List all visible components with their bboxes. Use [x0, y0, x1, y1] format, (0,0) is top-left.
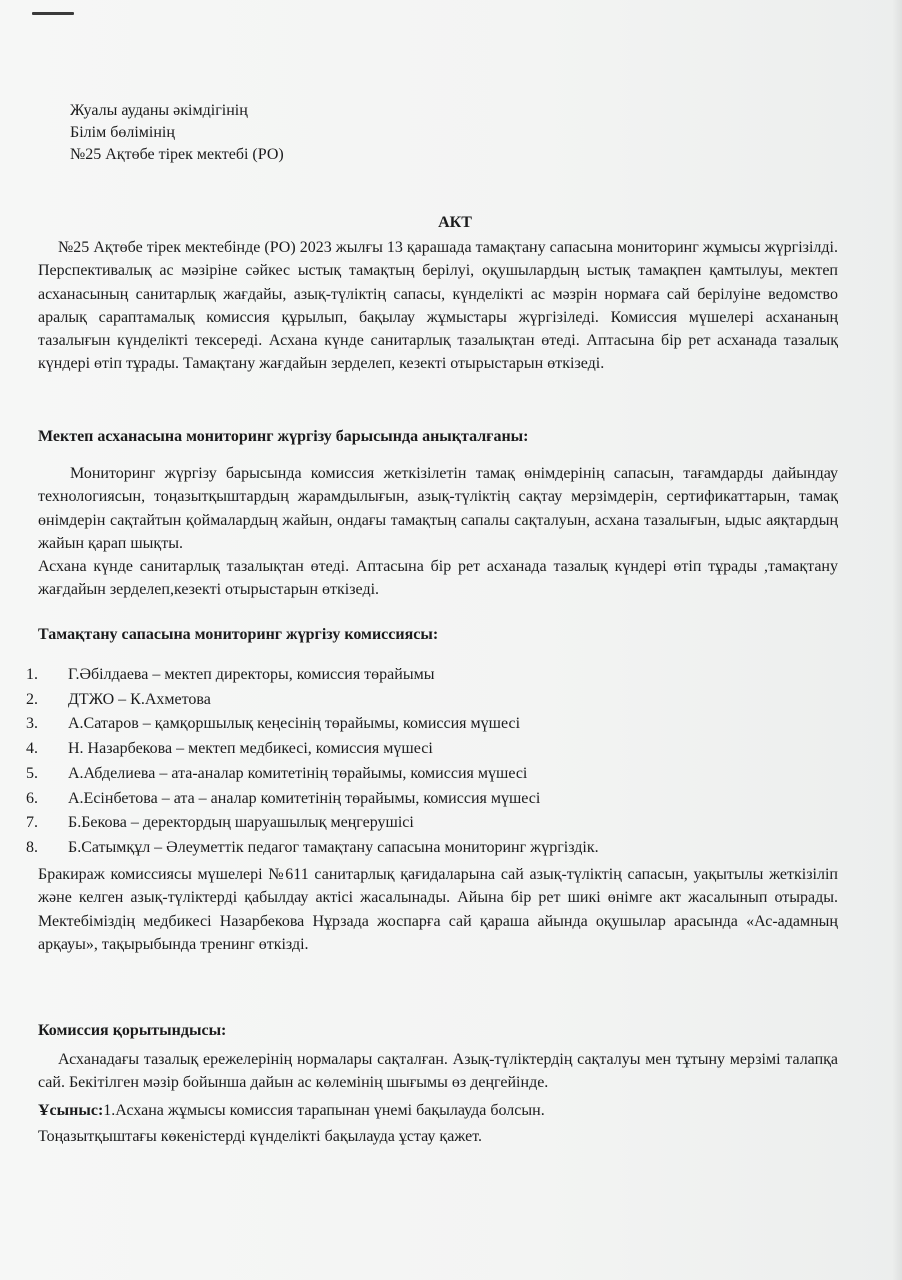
proposal-line-2: Тоңазытқыштағы көкеністерді күнделікті бақылауда ұстау қажет.: [38, 1128, 483, 1145]
list-item-text: ДТЖО – К.Ахметова: [68, 690, 211, 708]
proposal-line-1: [38, 1098, 545, 1124]
intro-block: [38, 236, 838, 376]
list-item: [26, 712, 599, 737]
document-title: АКТ: [438, 214, 472, 231]
brakerage-paragraph: Бракираж комиссиясы мүшелері №611 санитарлық қағидаларына сай азық-түліктің сапасын, уақытылы жеткізіліп және келген азық-түліктерді қабылдау актісі жасалынады. Айына бір рет шикі өнімге акт жасалынып отырады. Мектебіміздің медбикесі Назарбекова Нұрзада жоспарға сай қараша айында оқушылар арасында «Ас-адамның арқауы», тақырыбында тренинг өткізді.: [38, 866, 838, 953]
list-item-text: А.Есінбетова – ата – аналар комитетінің төрайымы, комиссия мүшесі: [68, 789, 541, 807]
section-heading-findings: Мектеп асханасына мониторинг жүргізу барысында анықталғаны:: [38, 428, 529, 445]
list-item-text: А.Сатаров – қамқоршылық кеңесінің төрайымы, комиссия мүшесі: [68, 715, 521, 733]
list-item-number: 8.: [26, 838, 38, 856]
organization-header: [70, 100, 284, 166]
list-item: [26, 762, 599, 787]
list-item-number: 3.: [26, 715, 38, 733]
proposal-label: Ұсыныс:: [38, 1102, 104, 1119]
list-item-number: 2.: [26, 690, 38, 708]
staple-mark: [32, 12, 74, 15]
list-item: [26, 836, 599, 861]
list-item-text: Н. Назарбекова – мектеп медбикесі, комиссия мүшесі: [68, 740, 433, 758]
list-item-number: 7.: [26, 814, 38, 832]
list-item-number: 6.: [26, 789, 38, 807]
list-item-text: Б.Бекова – деректордың шаруашылық меңгерушісі: [68, 814, 414, 832]
findings-block: [38, 462, 838, 602]
list-item: [26, 737, 599, 762]
list-item: [26, 787, 599, 812]
proposals-block: [38, 1098, 545, 1150]
list-item-number: 5.: [26, 764, 38, 782]
findings-paragraph-2: Асхана күнде санитарлық тазалықтан өтеді. Аптасына бір рет асханада тазалық күндері өтіп тұрады ,тамақтану жағдайын зерделеп,кезекті отырыстарын өткізеді.: [38, 558, 838, 599]
brakerage-block: [38, 863, 838, 956]
proposal-text-1: 1.Асхана жұмысы комиссия тарапынан үнемі бақылауда болсын.: [103, 1102, 545, 1119]
list-item-text: Г.Әбілдаева – мектеп директоры, комиссия төрайымы: [68, 666, 435, 683]
list-item: [26, 811, 599, 836]
list-item-number: 1.: [26, 666, 38, 683]
commission-members-list: [26, 663, 599, 861]
page-edge-shadow: [892, 0, 902, 1280]
list-item-text: А.Абделиева – ата-аналар комитетінің төрайымы, комиссия мүшесі: [68, 764, 528, 782]
header-line-2: Білім бөлімінің: [70, 124, 175, 141]
list-item-number: 4.: [26, 740, 38, 758]
header-line-1: Жуалы ауданы әкімдігінің: [70, 102, 248, 119]
section-heading-commission: Тамақтану сапасына мониторинг жүргізу комиссиясы:: [38, 626, 439, 643]
findings-paragraph: Мониторинг жүргізу барысында комиссия жеткізілетін тамақ өнімдерінің сапасын, тағамдарды дайындау технологиясын, тоңазытқыштардың жарамдылығын, азық-түліктің сақтау мерзімдерін, сертификаттарын, тамақ өнімдерін сақтайтын қоймалардың жайын, ондағы тамақтың сапалы сақталуын, асхана тазалығын, ыдыс аяқтардың жайын қарап шықты.: [38, 465, 838, 552]
list-item-text: Б.Сатымқұл – Әлеуметтік педагог тамақтану сапасына мониторинг жүргіздік.: [68, 838, 599, 856]
list-item: [26, 663, 599, 688]
list-item: [26, 688, 599, 713]
header-line-3: №25 Ақтөбе тірек мектебі (РО): [70, 146, 284, 163]
section-heading-conclusion: Комиссия қорытындысы:: [38, 1022, 227, 1039]
conclusion-paragraph: Асханадағы тазалық ережелерінің нормалары сақталған. Азық-түліктердің сақталуы мен тұтыну мерзімі талапқа сай. Бекітілген мәзір бойынша дайын ас көлемінің шығымы өз деңгейінде.: [38, 1051, 838, 1092]
intro-paragraph: №25 Ақтөбе тірек мектебінде (РО) 2023 жылғы 13 қарашада тамақтану сапасына мониторинг жұмысы жүргізілді. Перспективалық ас мәзіріне сәйкес ыстық тамақтың берілуі, оқушылардың ыстық тамақпен қамтылуы, мектеп асханасының санитарлық жағдайы, азық-түліктің сапасы, күнделікті ас мәзрін нормаға сай берілуіне ведомство аралық сараптамалық комиссия құрылып, бақылау жұмыстары жүргізіледі. Комиссия мүшелері асхананың тазалығын күнделікті тексереді. Асхана күнде санитарлық тазалықтан өтеді. Аптасына бір рет асханада тазалық күндері өтіп тұрады. Тамақтану жағдайын зерделеп, кезекті отырыстарын өткізеді.: [38, 239, 838, 373]
conclusion-block: [38, 1048, 838, 1095]
